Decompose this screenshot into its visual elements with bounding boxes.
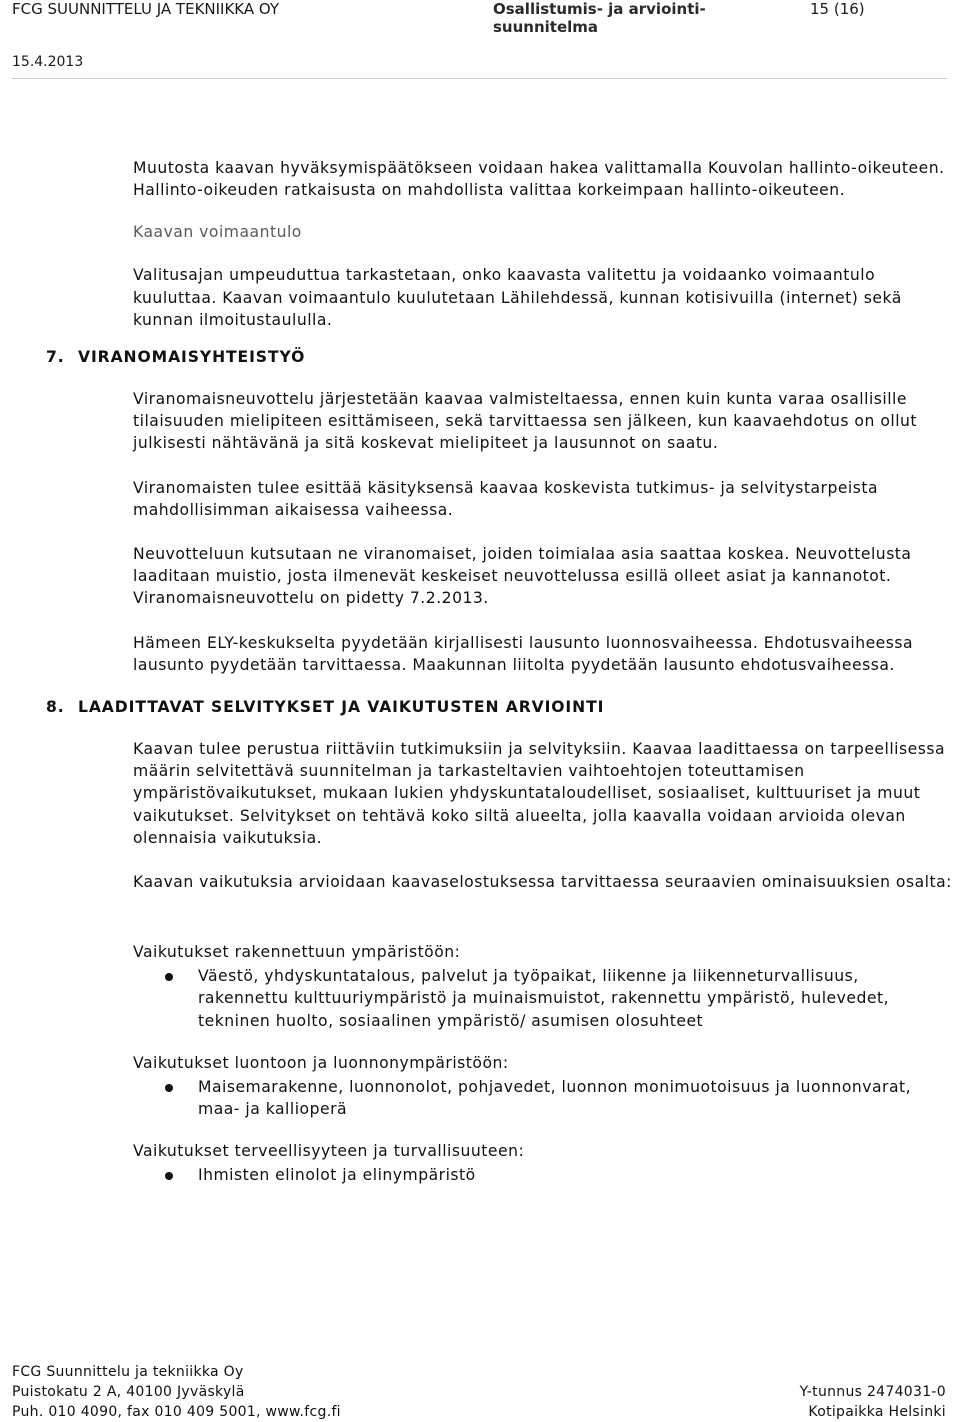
section-title: VIRANOMAISYHTEISTYÖ xyxy=(78,348,306,367)
footer-right xyxy=(646,1382,946,1422)
bullet-icon xyxy=(165,1172,173,1180)
section-heading-7 xyxy=(46,348,960,366)
footer-company: FCG Suunnittelu ja tekniikka Oy xyxy=(12,1364,244,1380)
list-label: Vaikutukset rakennettuun ympäristöön: xyxy=(133,943,461,962)
footer-business-id: Y-tunnus 2474031-0 xyxy=(799,1384,946,1400)
list-item-text: Väestö, yhdyskuntatalous, palvelut ja työpaikat, liikenne ja liikenneturvallisuus, rakennettu kulttuuriympäristö ja muinaismuistot, rakennettu ympäristö, hulevedet, tekninen huolto, sosiaalinen ympäristö/ asumisen olosuhteet xyxy=(198,967,890,1030)
bullet-list xyxy=(0,1164,960,1186)
subheading-entry-into-force: Kaavan voimaantulo xyxy=(133,223,302,242)
list-label: Vaikutukset luontoon ja luonnonympäristöön: xyxy=(133,1053,509,1072)
section-number: 7. xyxy=(46,348,65,367)
bullet-icon xyxy=(165,973,173,981)
header-doc-title: Osallistumis- ja arviointi-suunnitelma xyxy=(493,0,706,36)
bullet-icon xyxy=(165,1084,173,1092)
paragraph-authority-views: Viranomaisten tulee esittää käsityksensä kaavaa koskevista tutkimus- ja selvitystarpeista mahdollisimman aikaisessa vaiheessa. xyxy=(133,478,879,519)
list-item xyxy=(198,965,948,1032)
paragraph-impact-assessment: Kaavan vaikutuksia arvioidaan kaavaselostuksessa tarvittaessa seuraavien ominaisuuksien osalta: xyxy=(133,873,952,892)
header-page-number: 15 (16) xyxy=(810,0,865,18)
header-divider xyxy=(12,78,947,79)
paragraph-appeal: Muutosta kaavan hyväksymispäätökseen voidaan hakea valittamalla Kouvolan hallinto-oikeuteen. Hallinto-oikeuden ratkaisusta on mahdollista valittaa korkeimpaan hallinto-oikeuteen. xyxy=(133,159,945,200)
list-item-text: Maisemarakenne, luonnonolot, pohjavedet, luonnon monimuotoisuus ja luonnonvarat, maa- ja kallioperä xyxy=(198,1077,912,1119)
bullet-list xyxy=(0,1076,960,1120)
header-date: 15.4.2013 xyxy=(12,54,84,70)
section-title: LAADITTAVAT SELVITYKSET JA VAIKUTUSTEN ARVIOINTI xyxy=(78,698,605,717)
footer-left xyxy=(12,1362,512,1422)
section-number: 8. xyxy=(46,698,65,717)
paragraph-authority-meeting: Viranomaisneuvottelu järjestetään kaavaa valmisteltaessa, ennen kuin kunta varaa osallisille tilaisuuden mielipiteen esittämiseen, sekä tarvittaessa sen jälkeen, kun kaavaehdotus on ollut julkisesti nähtävänä ja sitä koskevat mielipiteet ja lausunnot on saatu. xyxy=(133,390,918,453)
section-heading-8 xyxy=(46,698,960,716)
list-item xyxy=(198,1164,948,1186)
paragraph-ely-statement: Hämeen ELY-keskukselta pyydetään kirjallisesti lausunto luonnosvaiheessa. Ehdotusvaiheessa lausunto pyydetään tarvittaessa. Maakunnan liitolta pyydetään lausunto ehdotusvaiheessa. xyxy=(133,633,914,674)
header-org: FCG SUUNNITTELU JA TEKNIIKKA OY xyxy=(12,0,280,18)
document-body xyxy=(0,157,960,1208)
bullet-list xyxy=(0,965,960,1032)
footer-address: Puistokatu 2 A, 40100 Jyväskylä xyxy=(12,1384,245,1400)
footer-contact: Puh. 010 4090, fax 010 409 5001, www.fcg.fi xyxy=(12,1404,341,1420)
paragraph-meeting-memo: Neuvotteluun kutsutaan ne viranomaiset, joiden toimialaa asia saattaa koskea. Neuvottelusta laaditaan muistio, josta ilmenevät keskeiset neuvottelussa esillä olleet asiat ja kannanotot. Viranomaisneuvottelu on pidetty 7.2.2013. xyxy=(133,545,912,608)
list-item-text: Ihmisten elinolot ja elinympäristö xyxy=(198,1166,476,1185)
page-header xyxy=(0,0,960,80)
paragraph-entry-into-force: Valitusajan umpeuduttua tarkastetaan, onko kaavasta valitettu ja voidaanko voimaantulo kuuluttaa. Kaavan voimaantulo kuulutetaan Lähilehdessä, kunnan kotisivuilla (internet) sekä kunnan ilmoitustaululla. xyxy=(133,266,902,329)
footer-domicile: Kotipaikka Helsinki xyxy=(808,1404,946,1420)
spacer xyxy=(0,915,960,943)
list-item xyxy=(198,1076,948,1120)
paragraph-studies: Kaavan tulee perustua riittäviin tutkimuksiin ja selvityksiin. Kaavaa laadittaessa on tarpeellisessa määrin selvitettävä suunnitelman ja tarkasteltavien vaihtoehtojen toteuttamisen ympäristövaikutukset, mukaan lukien yhdyskuntataloudelliset, sosiaaliset, kulttuuriset ja muut vaikutukset. Selvitykset on tehtävä koko siltä alueelta, jolla kaavalla voidaan arvioida olevan olennaisia vaikutuksia. xyxy=(133,740,946,847)
list-label: Vaikutukset terveellisyyteen ja turvallisuuteen: xyxy=(133,1142,525,1161)
